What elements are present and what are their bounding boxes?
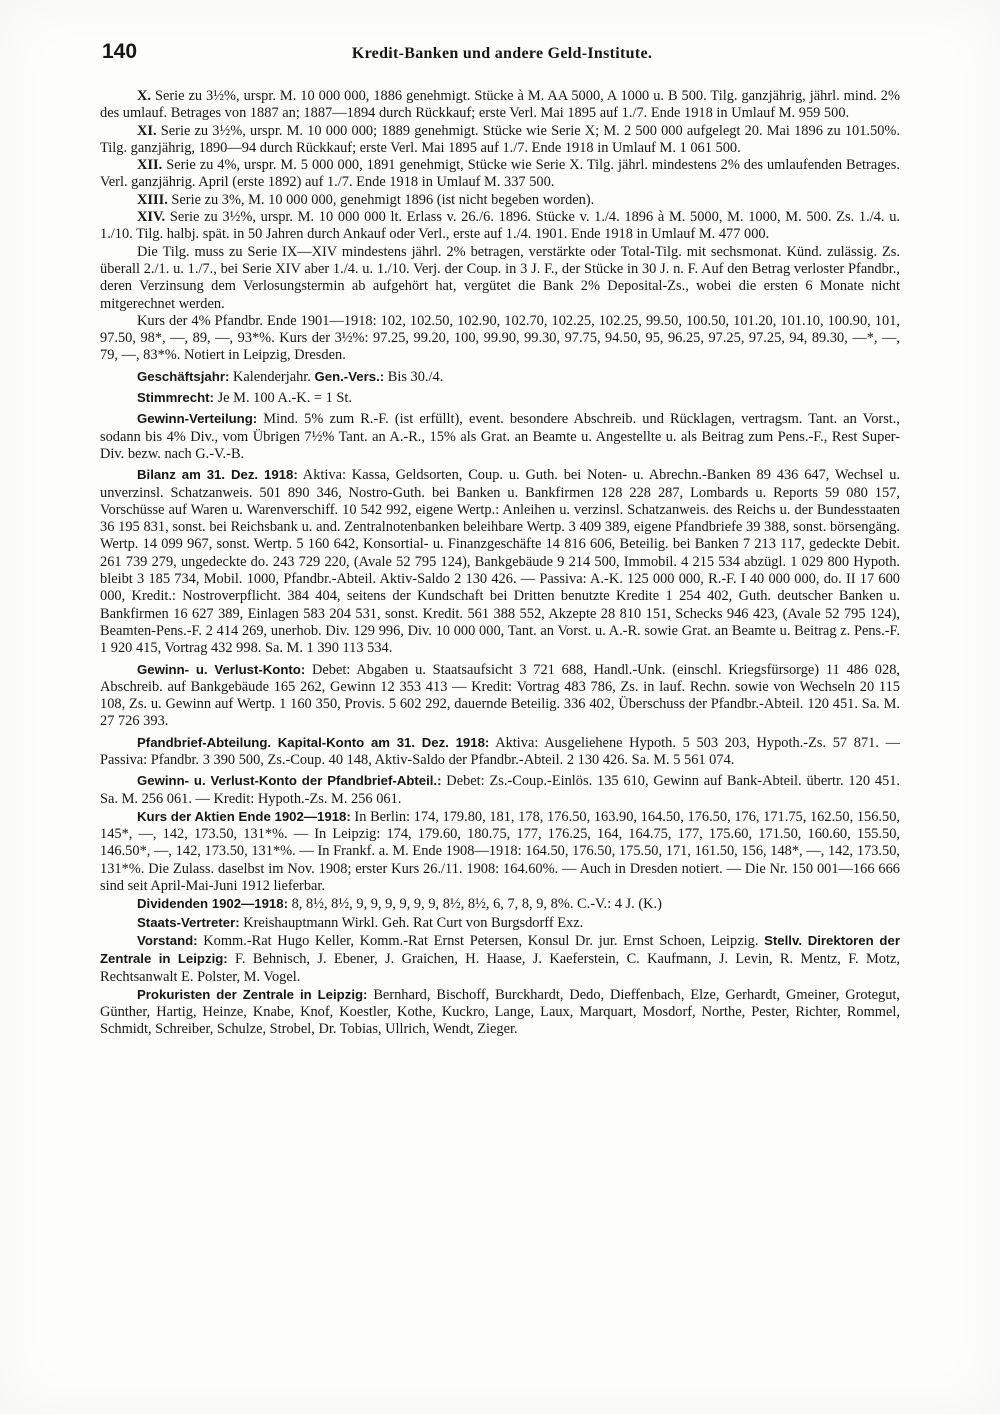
gewinnverteilung-text: Mind. 5% zum R.-F. (ist erfüllt), event. besondere Abschreib. und Rücklagen, vertragsm. Tant. an Vorst., sodann bis 4% Div., vom Übrigen 7½% Tant. an A.-R., 15% als Grat. an Beamte u. Angestellte u. als Beitrag zum Pens.-F., Rest Super-Div. bezw. nach G.-V.-B. xyxy=(100,411,900,462)
staatsvertreter-text: Kreishauptmann Wirkl. Geh. Rat Curt von Burgsdorff Exz. xyxy=(243,914,584,931)
kurs-aktien-label: Kurs der Aktien Ende 1902—1918: xyxy=(137,808,351,824)
stellv-direktoren-text: F. Behnisch, J. Ebener, J. Graichen, H. Haase, J. Kaeferstein, C. Kaufmann, J. Levin, R. Mentz, F. Motz, Rechtsanwalt E. Polster, M. Vogel. xyxy=(100,951,900,985)
series-x-text: Serie zu 3½%, urspr. M. 10 000 000, 1886 genehmigt. Stücke à M. AA 5000, A 1000 u. B 500. Tilg. ganzjährig, jährl. mind. 2% des umlauf. Betrages von 1887 an; 1887—1894 durch Rückkauf; erste Verl. Mai 1895 auf 1./7. Ende 1918 in Umlauf M. 959 500. xyxy=(100,88,900,122)
pfandbrief-gv-paragraph xyxy=(100,772,900,808)
series-x-paragraph xyxy=(100,88,900,123)
geschaeftsjahr-label: Geschäftsjahr: xyxy=(137,368,230,384)
dividenden-paragraph xyxy=(100,895,900,913)
gewinn-verlust-text: Debet: Abgaben u. Staatsaufsicht 3 721 688, Handl.-Unk. (einschl. Kriegsfürsorge) 11 486 028, Abschreib. auf Bankgebäude 165 262, Gewinn 12 353 413 — Kredit: Vortrag 483 786, Zs. in lauf. Rechn. sowie von Wechseln 20 115 108, Zs. u. Gewinn auf Wertp. 1 160 350, Provis. 5 602 292, dauernde Beteilig. 336 402, Überschuss der Pfandbr.-Abteil. 120 451. Sa. M. 27 726 393. xyxy=(100,661,900,730)
gewinn-verlust-label: Gewinn- u. Verlust-Konto: xyxy=(137,661,306,677)
page-header xyxy=(102,40,902,70)
dividenden-text: 8, 8½, 8½, 9, 9, 9, 9, 9, 9, 8½, 8½, 6, 7, 8, 9, 8%. C.-V.: 4 J. (K.) xyxy=(291,896,662,913)
vorstand-label: Vorstand: xyxy=(137,932,198,948)
series-xii-paragraph xyxy=(100,157,900,192)
pfandbrief-gv-text: Debet: Zs.-Coup.-Einlös. 135 610, Gewinn auf Bank-Abteil. übertr. 120 451. Sa. M. 256 061. — Kredit: Hypoth.-Zs. M. 256 061. xyxy=(100,773,900,807)
genvers-label: Gen.-Vers.: xyxy=(314,368,385,384)
series-xiii-number: XIII. xyxy=(137,191,168,208)
geschaeftsjahr-paragraph xyxy=(100,368,900,386)
vorstand-paragraph xyxy=(100,932,900,986)
bilanz-paragraph xyxy=(100,466,900,657)
series-xiv-number: XIV. xyxy=(137,209,166,226)
genvers-text: Bis 30./4. xyxy=(387,368,444,385)
tilgung-note: Die Tilg. muss zu Serie IX—XIV mindestens jährl. 2% betragen, verstärkte oder Total-Tilg. mit sechsmonat. Künd. zulässig. Zs. überall 2./1. u. 1./7., bei Serie XIV aber 1./4. u. 1./10. Verj. der Coup. in 3 J. F., der Stücke in 30 J. n. F. Auf den Betrag verloster Pfandbr., deren Verzinsung dem Verlosungstermin ab aufgehört hat, vergütet die Bank 2% Deposital-Zs., wobei die ersten 6 Monate nicht mitgerechnet werden. xyxy=(100,243,900,312)
series-xiv-text: Serie zu 3½%, urspr. M. 10 000 000 lt. Erlass v. 26./6. 1896. Stücke v. 1./4. 1896 à M. 5000, M. 1000, M. 500. Zs. 1./4. u. 1./10. Tilg. halbj. spät. in 50 Jahren durch Ankauf oder Verl., erste auf 1./4. 1901. Ende 1918 in Umlauf M. 477 000. xyxy=(100,209,900,243)
series-xiv-paragraph xyxy=(100,209,900,244)
stellv-direktoren-label: Stellv. Direktoren der Zentrale in Leipzig: xyxy=(100,932,900,967)
vorstand-text: Komm.-Rat Hugo Keller, Komm.-Rat Ernst Petersen, Konsul Dr. jur. Ernst Schoen, Leipzig. xyxy=(203,932,759,949)
gewinn-verlust-paragraph xyxy=(100,661,900,731)
dividenden-label: Dividenden 1902—1918: xyxy=(137,896,288,912)
pfandbrief-abteilung-label: Pfandbrief-Abteilung. Kapital-Konto am 31. Dez. 1918: xyxy=(137,734,490,750)
stimmrecht-paragraph xyxy=(100,389,900,407)
prokuristen-text: Bernhard, Bischoff, Burckhardt, Dedo, Dieffenbach, Elze, Gerhardt, Gmeiner, Grotegut, Günther, Hartig, Heinze, Knabe, Knof, Koestler, Kothe, Kuckro, Lange, Laux, Marquart, Mosdorf, Northe, Pester, Richter, Rommel, Schmidt, Schreiber, Schulze, Strobel, Dr. Tobias, Ullrich, Wendt, Zieger. xyxy=(100,986,900,1038)
pfandbrief-gv-label: Gewinn- u. Verlust-Konto der Pfandbrief-Abteil.: xyxy=(137,773,442,789)
series-xi-number: XI. xyxy=(137,122,157,139)
kurs-pfandbriefe: Kurs der 4% Pfandbr. Ende 1901—1918: 102, 102.50, 102.90, 102.70, 102.25, 102.25, 99.50, 100.50, 101.20, 101.10, 100.90, 101, 97.50, 98*, —, 89, —, 93*%. Kurs der 3½%: 97.25, 99.20, 100, 99.90, 99.30, 97.75, 94.50, 95, 96.25, 97.25, 97.25, 94, 89.30, —*, —, 79, —, 83*%. Notiert in Leipzig, Dresden. xyxy=(100,312,900,364)
running-title: Kredit-Banken und andere Geld-Institute. xyxy=(351,45,653,62)
series-xii-text: Serie zu 4%, urspr. M. 5 000 000, 1891 genehmigt, Stücke wie Serie X. Tilg. jährl. mindestens 2% des umlaufenden Betrages. Verl. ganzjährig. April (erste 1892) auf 1./7. Ende 1918 in Umlauf M. 337 500. xyxy=(100,157,900,191)
prokuristen-label: Prokuristen der Zentrale in Leipzig: xyxy=(137,986,368,1002)
prokuristen-paragraph xyxy=(100,986,900,1039)
kurs-aktien-text: In Berlin: 174, 179.80, 181, 178, 176.50, 163.90, 164.50, 176.50, 176, 171.75, 162.50, 156.50, 145*, —, 142, 173.50, 131*%. — In Leipzig: 174, 179.60, 180.75, 177, 176.25, 164, 164.75, 177, 175.60, 171.50, 160.60, 155.50, 146.50*, —, 142, 173.50, 131*%. — In Frankf. a. M. Ende 1908—1918: 164.50, 176.50, 175.50, 171, 161.50, 156, 148*, —, 142, 173.50, 131*%. Die Zulass. daselbst im Nov. 1908; erster Kurs 26./11. 1908: 164.60%. — Auch in Dresden notiert. — Die Nr. 150 001—166 666 sind seit April-Mai-Juni 1912 lieferbar. xyxy=(100,808,900,895)
staatsvertreter-label: Staats-Vertreter: xyxy=(137,914,240,930)
kurs-aktien-paragraph xyxy=(100,808,900,895)
pfandbrief-abteilung-text: Aktiva: Ausgeliehene Hypoth. 5 503 203, Hypoth.-Zs. 57 871. — Passiva: Pfandbr. 3 390 500, Zs.-Coup. 40 148, Aktiv-Saldo der Pfandbr.-Abteil. 2 130 426. Sa. M. 5 561 074. xyxy=(100,734,900,768)
series-xiii-text: Serie zu 3%, M. 10 000 000, genehmigt 1896 (ist nicht begeben worden). xyxy=(171,191,595,208)
page-number: 140 xyxy=(102,40,138,63)
series-xi-text: Serie zu 3½%, urspr. M. 10 000 000; 1889 genehmigt. Stücke wie Serie X; M. 2 500 000 aufgelegt 20. Mai 1896 zu 101.50%. Tilg. ganzjährig, 1890—94 durch Rückkauf; erste Verl. Mai 1895 auf 1./7. Ende 1918 in Umlauf M. 1 061 500. xyxy=(100,122,900,156)
staatsvertreter-paragraph xyxy=(100,914,900,932)
gewinnverteilung-label: Gewinn-Verteilung: xyxy=(137,411,258,427)
page-body xyxy=(100,88,900,1039)
pfandbrief-abteilung-paragraph xyxy=(100,734,900,770)
stimmrecht-text: Je M. 100 A.-K. = 1 St. xyxy=(217,390,353,407)
series-xi-paragraph xyxy=(100,123,900,158)
geschaeftsjahr-text: Kalenderjahr. xyxy=(232,368,311,385)
bilanz-text: Aktiva: Kassa, Geldsorten, Coup. u. Guth. bei Noten- u. Abrechn.-Banken 89 436 647, Wechsel u. unverzinsl. Schatzanweis. 501 890 346, Nostro-Guth. bei Banken u. Bankfirmen 128 228 287, Lombards u. Reports 59 080 157, Vorschüsse auf Waren u. Warenverschiff. 10 542 992, eigene Wertp.: Anleihen u. verzinsl. Schatzanweis. des Reichs u. der Bundesstaaten 36 195 831, sonst. bei Reichsbank u. and. Zentralnotenbanken beleihbare Wertp. 3 409 389, eigene Pfandbriefe 39 388, sonst. börsengäng. Wertp. 14 099 967, sonst. Wertp. 5 160 642, Konsortial- u. Finanzgeschäfte 14 816 606, Beteilig. bei Banken 7 213 117, gedeckte Debit. 261 739 279, ungedeckte do. 243 729 220, (Avale 52 795 124), Bankgebäude 9 214 500, Immobil. 4 215 534 abzügl. 1 029 800 Hypoth. bleibt 3 185 734, Mobil. 1000, Pfandbr.-Abteil. Aktiv-Saldo 2 130 426. — Passiva: A.-K. 125 000 000, R.-F. I 40 000 000, do. II 17 600 000, Kredit.: Nostroverpflicht. 384 404, seitens der Kundschaft bei Dritten benutzte Kredite 1 254 402, Guth. deutscher Banken u. Bankfirmen 16 627 389, Einlagen 583 204 531, sonst. Kredit. 561 388 552, Akzepte 28 810 151, Schecks 946 423, (Avale 52 795 124), Beamten-Pens.-F. 2 414 269, unerhob. Div. 129 996, Div. 10 000 000, Tant. an Vorst. u. A.-R. sowie Grat. an Beamte u. Beitrag z. Pens.-F. 1 920 415, Vortrag 432 998. Sa. M. 1 390 113 534. xyxy=(100,467,900,657)
series-xiii-paragraph xyxy=(100,192,900,209)
bilanz-label: Bilanz am 31. Dez. 1918: xyxy=(137,467,298,483)
series-xii-number: XII. xyxy=(137,157,163,174)
gewinnverteilung-paragraph xyxy=(100,410,900,463)
series-x-number: X. xyxy=(137,88,151,104)
stimmrecht-label: Stimmrecht: xyxy=(137,390,214,406)
